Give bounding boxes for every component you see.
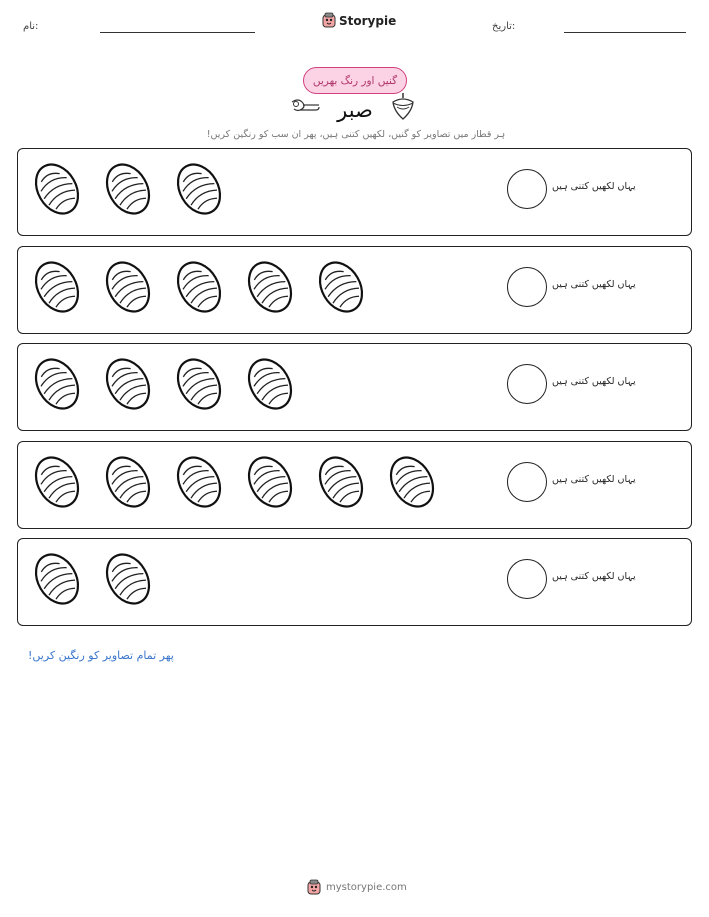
seed-icon (30, 161, 84, 221)
date-label: تاریخ: (492, 21, 516, 32)
word-title: صبر (337, 98, 373, 122)
seed-icon (172, 161, 226, 221)
counting-row (17, 343, 692, 431)
brand-logo (322, 12, 396, 29)
counting-row (17, 538, 692, 626)
date-line[interactable] (564, 32, 686, 33)
row-label: یہاں لکھیں کتنی ہیں (552, 473, 636, 485)
row-label: یہاں لکھیں کتنی ہیں (552, 278, 636, 290)
row-label: یہاں لکھیں کتنی ہیں (552, 376, 636, 387)
seed-icon (314, 454, 368, 514)
mascot-logo-icon (307, 879, 321, 896)
seed-icon (101, 161, 155, 221)
answer-circle[interactable] (507, 267, 547, 307)
seed-icon (243, 454, 297, 514)
instruction-text: ہر قطار میں تصاویر کو گنیں، لکھیں کتنی ہیں، پھر ان سب کو رنگین کریں! (206, 129, 506, 140)
seed-icon (243, 356, 297, 416)
seed-icon (30, 356, 84, 416)
counting-row (17, 246, 692, 334)
seed-icon (385, 454, 439, 514)
title-pill: گنیں اور رنگ بھریں (303, 67, 407, 94)
seed-icon (172, 356, 226, 416)
seed-icon (101, 454, 155, 514)
color-note: پھر تمام تصاویر کو رنگین کریں! (28, 649, 174, 662)
brand-name: Storypie (339, 13, 397, 28)
seed-icon (101, 259, 155, 319)
spinning-top-icon (390, 92, 416, 122)
name-line[interactable] (100, 32, 255, 33)
answer-circle[interactable] (507, 559, 547, 599)
mascot-logo-icon (322, 12, 336, 29)
answer-circle[interactable] (507, 364, 547, 404)
row-label: یہاں لکھیں کتنی ہیں (552, 571, 636, 582)
answer-circle[interactable] (507, 169, 547, 209)
seed-icon (101, 356, 155, 416)
seed-icon (30, 454, 84, 514)
seed-icon (314, 259, 368, 319)
seed-icon (101, 551, 155, 611)
footer-brand (307, 879, 407, 896)
seed-icon (172, 454, 226, 514)
seed-icon (243, 259, 297, 319)
wind-icon (289, 97, 321, 117)
row-label: یہاں لکھیں کتنی ہیں (552, 181, 636, 192)
answer-circle[interactable] (507, 462, 547, 502)
counting-row (17, 441, 692, 529)
seed-icon (30, 259, 84, 319)
counting-row (17, 148, 692, 236)
seed-icon (30, 551, 84, 611)
name-label: نام: (23, 21, 39, 32)
seed-icon (172, 259, 226, 319)
footer-url: mystorypie.com (326, 882, 407, 893)
